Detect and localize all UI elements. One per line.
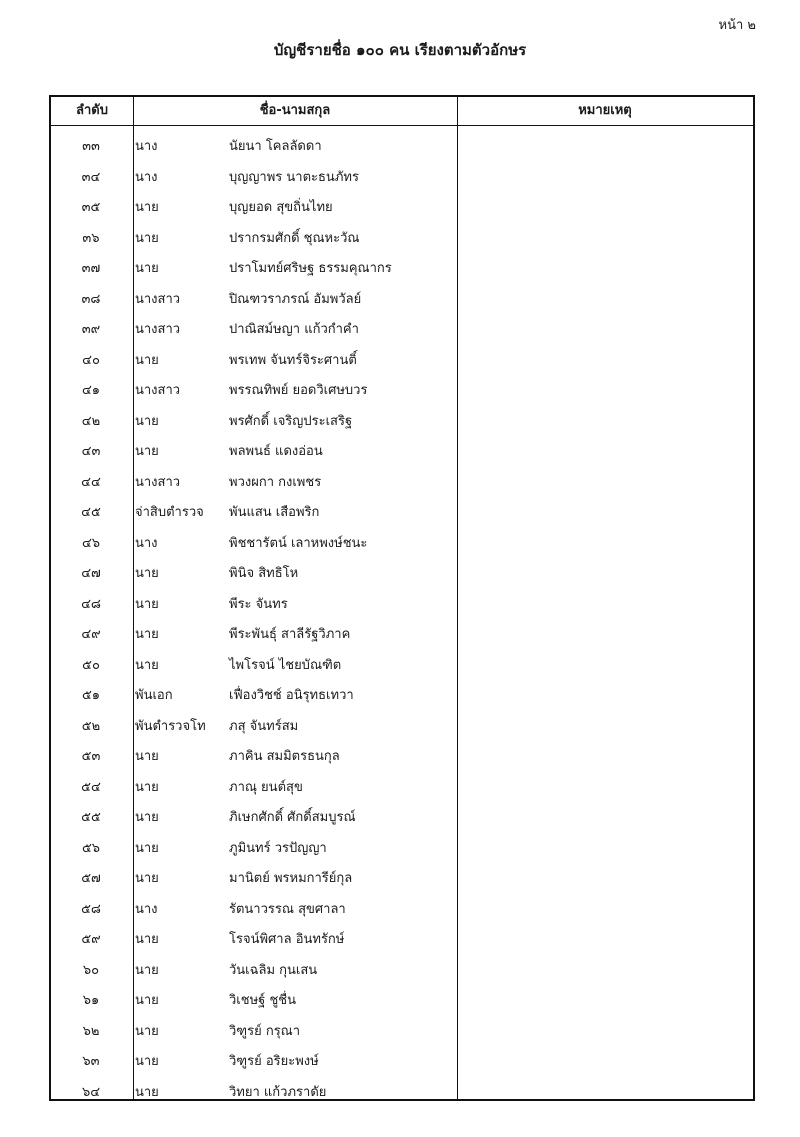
row-number: ๕๕ — [81, 810, 101, 825]
row-full-name: ภาณุ ยนต์สุข — [229, 779, 303, 795]
table-row — [51, 407, 753, 438]
table-row — [51, 529, 753, 560]
row-title-prefix: พันตำรวจโท — [135, 718, 206, 734]
row-title-prefix: นางสาว — [135, 291, 181, 307]
table-row — [51, 285, 753, 316]
document-title: บัญชีรายชื่อ ๑๐๐ คน เรียงตามตัวอักษร — [273, 41, 527, 59]
row-number: ๕๙ — [81, 932, 101, 947]
row-remark — [459, 925, 755, 956]
row-remark — [459, 376, 755, 407]
row-title-prefix: นาย — [135, 413, 159, 429]
row-title-prefix: นาย — [135, 230, 159, 246]
row-title-prefix: นางสาว — [135, 383, 181, 398]
row-title-prefix: นาย — [135, 200, 159, 215]
table-row — [51, 132, 753, 163]
table-row — [51, 254, 753, 285]
row-title-prefix: นาย — [135, 1023, 159, 1039]
row-title-prefix: นาย — [135, 962, 159, 978]
row-full-name: พันแสน เสือพริก — [229, 505, 320, 520]
table-row — [51, 712, 753, 743]
row-number: ๔๑ — [81, 383, 101, 398]
row-full-name: ปราโมทย์ศริษฐ ธรรมคุณากร — [229, 261, 392, 276]
row-full-name: วิฑูรย์ อริยะพงษ์ — [229, 1054, 319, 1069]
row-title-prefix: นาย — [135, 352, 159, 368]
row-number: ๕๖ — [81, 840, 101, 856]
row-remark — [459, 468, 755, 499]
row-full-name: บุญญาพร นาตะธนภัทร — [229, 169, 359, 185]
row-title-prefix: นาย — [135, 871, 159, 886]
table-row — [51, 773, 753, 804]
row-full-name: โรจน์พิศาล อินทรักษ์ — [229, 932, 345, 947]
row-full-name: ภาคิน สมมิตรธนกุล — [229, 749, 340, 764]
table-row — [51, 315, 753, 346]
row-full-name: ปาณิสม์ษญา แก้วกำคำ — [229, 322, 359, 337]
table-row — [51, 1047, 753, 1078]
row-number: ๔๘ — [81, 596, 101, 612]
row-number: ๔๖ — [81, 535, 101, 551]
header-number: ลำดับ — [76, 103, 108, 118]
row-remark — [459, 1017, 755, 1048]
row-title-prefix: นาย — [135, 932, 159, 947]
row-remark — [459, 315, 755, 346]
row-full-name: พวงผกา กงเพชร — [229, 474, 322, 490]
row-title-prefix: นาย — [135, 1054, 159, 1069]
page-number: หน้า ๒ — [718, 18, 756, 33]
row-full-name: เฟื่องวิชช์ อนิรุทธเทวา — [229, 688, 354, 703]
row-title-prefix: นาย — [135, 749, 159, 764]
row-full-name: พีระพันธุ์ สาลีรัฐวิภาค — [229, 627, 351, 642]
row-title-prefix: นาย — [135, 657, 159, 673]
row-remark — [459, 834, 755, 865]
table-row — [51, 437, 753, 468]
table-row — [51, 956, 753, 987]
row-full-name: พรรณทิพย์ ยอดวิเศษบวร — [229, 383, 368, 398]
name-list-table — [49, 95, 755, 1101]
table-row — [51, 925, 753, 956]
row-number: ๖๓ — [82, 1054, 100, 1069]
row-full-name: มานิตย์ พรหมการีย์กุล — [229, 871, 353, 886]
row-number: ๔๙ — [81, 627, 101, 642]
table-row — [51, 498, 753, 529]
table-row — [51, 224, 753, 255]
table-row — [51, 864, 753, 895]
row-remark — [459, 986, 755, 1017]
row-remark — [459, 620, 755, 651]
row-number: ๕๓ — [81, 749, 101, 764]
row-full-name: พีระ จันทร — [229, 596, 288, 612]
row-remark — [459, 681, 755, 712]
row-remark — [459, 742, 755, 773]
row-title-prefix: นางสาว — [135, 474, 181, 490]
row-remark — [459, 346, 755, 377]
table-row — [51, 1017, 753, 1048]
row-remark — [459, 864, 755, 895]
table-row — [51, 468, 753, 499]
row-remark — [459, 590, 755, 621]
row-title-prefix: นาง — [135, 901, 158, 917]
row-number: ๓๓ — [82, 139, 100, 154]
row-remark — [459, 529, 755, 560]
row-title-prefix: นาย — [135, 261, 159, 276]
row-remark — [459, 773, 755, 804]
row-title-prefix: นาย — [135, 627, 159, 642]
row-full-name: พินิจ สิทธิโห — [229, 566, 299, 581]
row-full-name: ภิเษกศักดิ์ ศักดิ์สมบูรณ์ — [229, 810, 356, 825]
table-row — [51, 376, 753, 407]
row-number: ๕๘ — [81, 901, 101, 917]
table-row — [51, 559, 753, 590]
row-full-name: วิฑูรย์ กรุณา — [229, 1023, 301, 1039]
row-full-name: วิทยา แก้วภราดัย — [229, 1084, 327, 1100]
row-number: ๕๑ — [81, 688, 101, 703]
table-row — [51, 803, 753, 834]
row-remark — [459, 285, 755, 316]
row-remark — [459, 437, 755, 468]
row-remark — [459, 193, 755, 224]
table-row — [51, 620, 753, 651]
row-title-prefix: นาง — [135, 169, 158, 185]
row-title-prefix: นางสาว — [135, 322, 181, 337]
row-full-name: รัตนาวรรณ สุขศาลา — [229, 901, 346, 917]
table-row — [51, 651, 753, 682]
row-number: ๖๐ — [82, 962, 100, 978]
row-remark — [459, 1047, 755, 1078]
row-full-name: ปรากรมศักดิ์ ชุณหะวัณ — [229, 230, 360, 246]
row-full-name: พรศักดิ์ เจริญประเสริฐ — [229, 413, 353, 429]
row-full-name: ปิณฑวราภรณ์ อัมพวัลย์ — [229, 291, 362, 307]
row-number: ๖๔ — [81, 1084, 101, 1100]
row-title-prefix: นาย — [135, 1084, 159, 1100]
table-row — [51, 681, 753, 712]
row-remark — [459, 407, 755, 438]
row-title-prefix: จ่าสิบตำรวจ — [135, 505, 204, 520]
row-remark — [459, 956, 755, 987]
table-row — [51, 346, 753, 377]
row-number: ๔๗ — [81, 566, 101, 581]
row-full-name: วันเฉลิม กุนเสน — [229, 962, 318, 978]
row-full-name: พลพนธ์ แดงอ่อน — [229, 444, 323, 459]
row-full-name: ภสุ จันทร์สม — [229, 718, 299, 734]
row-full-name: ภูมินทร์ วรปัญญา — [229, 840, 327, 856]
row-title-prefix: นาย — [135, 596, 159, 612]
row-number: ๕๔ — [81, 779, 101, 795]
row-number: ๔๐ — [82, 352, 100, 368]
table-row — [51, 1078, 753, 1109]
table-header-row — [51, 97, 753, 126]
row-title-prefix: นาย — [135, 840, 159, 856]
row-number: ๓๙ — [81, 322, 101, 337]
row-number: ๕๐ — [82, 657, 100, 673]
row-title-prefix: นาย — [135, 810, 159, 825]
row-number: ๕๒ — [81, 718, 101, 734]
row-title-prefix: พันเอก — [135, 688, 173, 703]
row-title-prefix: นาง — [135, 139, 158, 154]
row-remark — [459, 651, 755, 682]
row-title-prefix: นาง — [135, 535, 158, 551]
row-number: ๓๔ — [81, 169, 101, 185]
header-name: ชื่อ-นามสกุล — [259, 103, 331, 118]
row-number: ๓๖ — [82, 230, 100, 246]
table-row — [51, 590, 753, 621]
row-full-name: ไพโรจน์ ไชยบัณฑิต — [229, 657, 342, 673]
row-title-prefix: นาย — [135, 993, 159, 1008]
row-number: ๕๗ — [81, 871, 101, 886]
row-remark — [459, 559, 755, 590]
row-remark — [459, 132, 755, 163]
row-remark — [459, 1078, 755, 1109]
table-row — [51, 742, 753, 773]
row-remark — [459, 498, 755, 529]
row-number: ๔๕ — [81, 505, 101, 520]
row-full-name: บุญยอด สุขถิ่นไทย — [229, 200, 333, 215]
row-number: ๖๒ — [82, 1023, 100, 1039]
table-row — [51, 163, 753, 194]
row-number: ๖๑ — [82, 993, 100, 1008]
row-full-name: พรเทพ จันทร์จิระศานติ์ — [229, 352, 357, 368]
table-row — [51, 895, 753, 926]
row-remark — [459, 895, 755, 926]
row-remark — [459, 163, 755, 194]
row-number: ๓๕ — [81, 200, 101, 215]
table-row — [51, 193, 753, 224]
header-remark: หมายเหตุ — [578, 103, 632, 118]
row-number: ๔๓ — [81, 444, 101, 459]
row-number: ๓๗ — [81, 261, 101, 276]
row-full-name: พิชชารัตน์ เลาหพงษ์ชนะ — [229, 535, 368, 551]
row-full-name: วิเชษฐ์ ชูชื่น — [229, 993, 296, 1008]
table-row — [51, 834, 753, 865]
row-number: ๔๔ — [81, 474, 101, 490]
table-row — [51, 986, 753, 1017]
row-title-prefix: นาย — [135, 444, 159, 459]
row-number: ๓๘ — [81, 291, 101, 307]
row-number: ๔๒ — [81, 413, 101, 429]
row-remark — [459, 712, 755, 743]
row-title-prefix: นาย — [135, 779, 159, 795]
row-remark — [459, 254, 755, 285]
row-remark — [459, 224, 755, 255]
row-full-name: นัยนา โคลลัดดา — [229, 139, 322, 154]
row-remark — [459, 803, 755, 834]
row-title-prefix: นาย — [135, 566, 159, 581]
